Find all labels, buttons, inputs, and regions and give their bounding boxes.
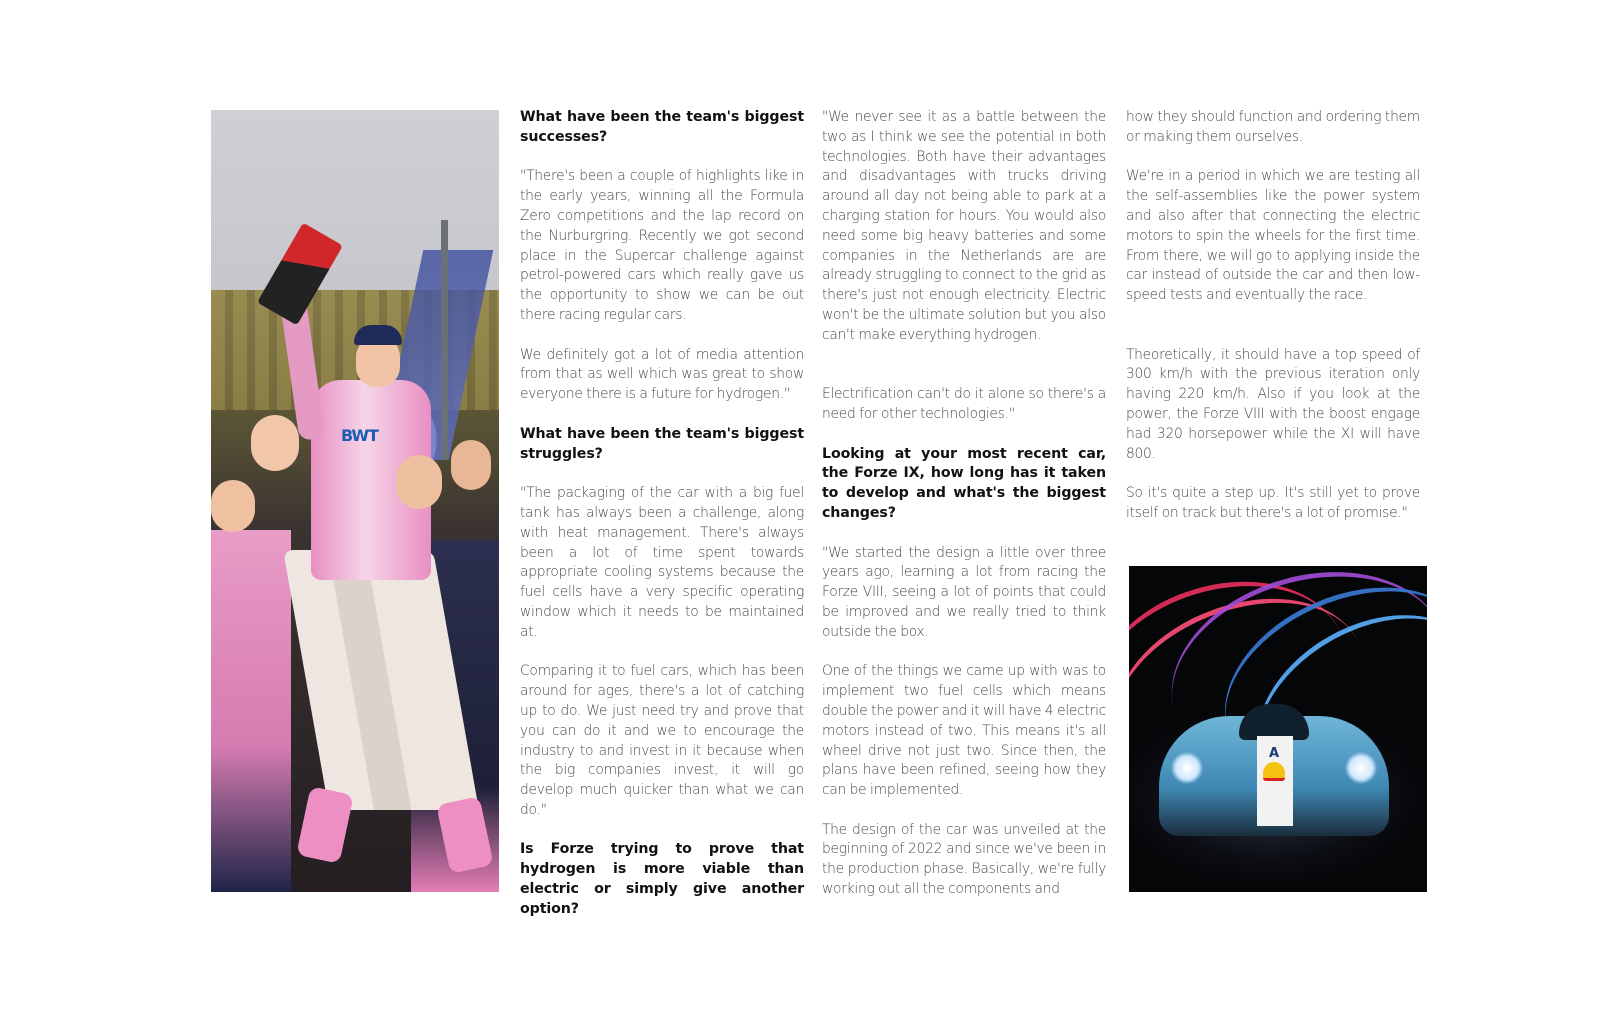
answer-paragraph: The design of the car was unveiled at the beginning of 2022 and since we've been in the production phase. Basically, we're fully working out all the components and bbox=[822, 821, 1106, 898]
team-celebration-photo bbox=[211, 110, 499, 892]
answer-paragraph: We're in a period in which we are testing all the self-assemblies like the power system and also after that connecting the electric motors to spin the wheels for the first time. From there, we will go to applying inside the car instead of outside the car and then low-speed tests and eventually the race. bbox=[1126, 168, 1420, 304]
answer-paragraph: "The packaging of the car with a big fuel tank has always been a challenge, along with heat management. There's always been a lot of time spent towards appropriate cooling systems because the fuel cells have a very specific operating window which it needs to be maintained at. bbox=[520, 485, 804, 640]
answer-paragraph: "We never see it as a battle between the two as I think we see the potential in both technologies. Both have their advantages and disadvantages with trucks driving around all day not being able to park at a charging station for hours. You would also need some big heavy batteries and some companies in the Netherlands are are already struggling to connect to the grid as there's just not enough electricity. Electric won't be the ultimate solution but you also can't make everything hydrogen. bbox=[822, 109, 1106, 343]
driver-cap bbox=[354, 325, 402, 345]
sponsor-logo bbox=[1263, 762, 1285, 781]
question-heading: What have been the team's biggest struggles? bbox=[520, 425, 804, 462]
answer-paragraph: One of the things we came up with was to implement two fuel cells which means double the power and it will have 4 electric motors instead of two. This means it's all wheel drive not just two. Since then, the plans have been refined, seeing how they can be implemented. bbox=[822, 663, 1106, 799]
answer-paragraph: Electrification can't do it alone so there's a need for other technologies." bbox=[822, 386, 1106, 422]
driver-boot bbox=[296, 786, 354, 864]
question-heading: Looking at your most recent car, the Forze IX, how long has it taken to develop and what's the biggest changes? bbox=[822, 445, 1106, 521]
headlight bbox=[1345, 752, 1377, 784]
article-column-1 bbox=[520, 108, 804, 939]
crowd-left bbox=[211, 530, 291, 892]
team-member-face bbox=[211, 480, 255, 532]
suit-logo: BWT bbox=[341, 426, 378, 445]
article-column-2 bbox=[822, 108, 1106, 920]
team-member-face bbox=[451, 440, 491, 490]
question-heading: What have been the team's biggest successes? bbox=[520, 109, 804, 145]
question-heading: Is Forze trying to prove that hydrogen is more viable than electric or simply give another option? bbox=[520, 841, 804, 917]
team-member-face bbox=[251, 415, 299, 471]
answer-paragraph: Theoretically, it should have a top speed of 300 km/h with the previous iteration only having 220 km/h. Also if you look at the power, the Forze VIII with the boost engage had 320 horsepower while the XI will have 800. bbox=[1126, 346, 1420, 462]
pole bbox=[441, 220, 448, 460]
team-member-face bbox=[396, 455, 442, 509]
answer-paragraph: We definitely got a lot of media attention from that as well which was great to show everyone there is a future for hydrogen." bbox=[520, 346, 804, 403]
answer-paragraph: So it's quite a step up. It's still yet to prove itself on track but there's a lot of promise." bbox=[1126, 485, 1420, 521]
answer-paragraph: "We started the design a little over three years ago, learning a lot from racing the Forze VIII, seeing a lot of points that could be improved and we really tried to think outside the box. bbox=[822, 544, 1106, 640]
article-column-3 bbox=[1126, 108, 1420, 544]
answer-paragraph: Comparing it to fuel cars, which has been around for ages, there's a lot of catching up to do. We just need try and prove that you can do it and we to encourage the industry to and invest in it because when the big companies invest, it will go develop much quicker than what we can do." bbox=[520, 663, 804, 818]
car-number: A bbox=[1269, 746, 1280, 761]
race-car-night-photo bbox=[1129, 566, 1427, 892]
answer-paragraph: "There's been a couple of highlights like in the early years, winning all the Formula Zero competitions and the lap record on the Nurburgring. Recently we got second place in the Supercar challenge against petrol-powered cars which really gave us the opportunity to show we can be out there racing regular cars. bbox=[520, 168, 804, 323]
headlight bbox=[1171, 752, 1203, 784]
answer-paragraph: how they should function and ordering them or making them ourselves. bbox=[1126, 109, 1420, 145]
